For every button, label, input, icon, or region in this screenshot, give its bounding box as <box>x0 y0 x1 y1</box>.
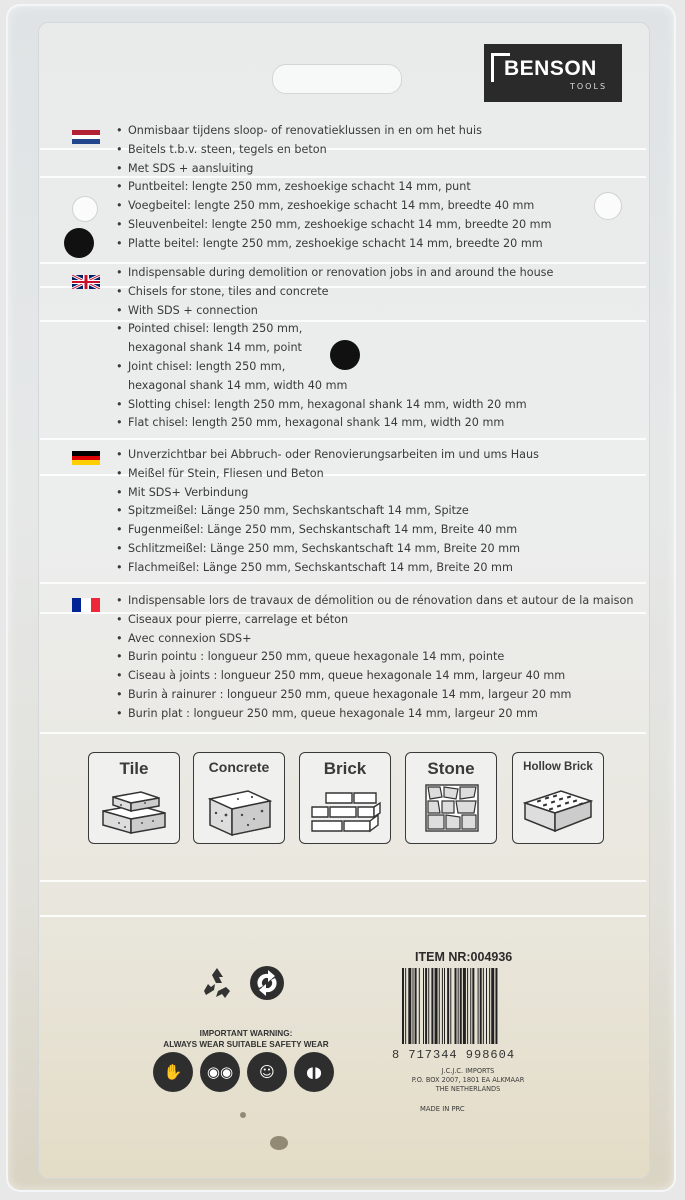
tile-icon <box>97 783 171 837</box>
material-tile <box>88 752 180 844</box>
flag-nl <box>72 130 100 144</box>
hollow-brick-icon <box>521 783 595 837</box>
text-line: • Onmisbaar tijdens sloop- of renovatieklussen in en om het huis <box>116 122 656 141</box>
warning-text: ALWAYS WEAR SUITABLE SAFETY WEAR <box>163 1040 329 1049</box>
brand-name: BENSON <box>504 57 597 80</box>
flag-fr <box>72 598 100 612</box>
text-line: • Sleuvenbeitel: lengte 250 mm, zeshoekige schacht 14 mm, breedte 20 mm <box>116 216 656 235</box>
benson-logo <box>484 44 622 102</box>
flag-uk <box>72 274 100 288</box>
importer-line: THE NETHERLANDS <box>435 1085 501 1093</box>
warning-title: IMPORTANT WARNING: <box>199 1029 293 1038</box>
material-brick <box>299 752 391 844</box>
text-line: • Voegbeitel: lengte 250 mm, zeshoekige schacht 14 mm, breedte 40 mm <box>116 197 656 216</box>
text-line: • Spitzmeißel: Länge 250 mm, Sechskantschaft 14 mm, Spitze <box>116 502 656 521</box>
material-label: Tile <box>119 759 149 778</box>
text-line: hexagonal shank 14 mm, point <box>128 341 302 355</box>
brand-sub: TOOLS <box>570 82 608 91</box>
text-line: • Slotting chisel: length 250 mm, hexagonal shank 14 mm, width 20 mm <box>116 396 656 415</box>
material-label: Stone <box>427 759 475 778</box>
green-dot-icon <box>248 964 286 1002</box>
rivet-left <box>64 228 94 258</box>
stone-icon <box>414 783 488 837</box>
text-line: • Platte beitel: lengte 250 mm, zeshoekige schacht 14 mm, breedte 20 mm <box>116 235 656 254</box>
ear-protection-icon: ◖◗ <box>294 1052 334 1092</box>
goggles-icon: ◉◉ <box>200 1052 240 1092</box>
text-line: • Burin plat : longueur 250 mm, queue hexagonale 14 mm, largeur 20 mm <box>116 705 656 724</box>
stain <box>270 1136 288 1150</box>
brick-icon <box>308 783 382 837</box>
barcode-number: 8 717344 998604 <box>392 1048 516 1062</box>
importer-line: P.O. BOX 2007, 1801 EA ALKMAAR <box>411 1076 525 1084</box>
item-number: ITEM NR:004936 <box>415 950 513 964</box>
text-line: • Met SDS + aansluiting <box>116 160 656 179</box>
section-nl <box>116 122 656 254</box>
blister-hole-left <box>72 196 98 222</box>
material-stone <box>405 752 497 844</box>
material-concrete <box>193 752 285 844</box>
text-line: • Pointed chisel: length 250 mm, <box>116 320 656 339</box>
material-label: Concrete <box>208 759 270 775</box>
importer-address <box>406 1067 530 1094</box>
barcode <box>400 968 532 1044</box>
stain <box>240 1112 246 1118</box>
material-label: Brick <box>323 759 367 778</box>
text-line: • Chisels for stone, tiles and concrete <box>116 283 656 302</box>
text-line: hexagonal shank 14 mm, width 40 mm <box>128 378 348 392</box>
text-line: • Burin à rainurer : longueur 250 mm, queue hexagonale 14 mm, largeur 20 mm <box>116 686 656 705</box>
text-line: • Fugenmeißel: Länge 250 mm, Sechskantschaft 14 mm, Breite 40 mm <box>116 521 656 540</box>
text-line: • Indispensable during demolition or renovation jobs in and around the house <box>116 264 656 283</box>
safety-warning <box>150 1028 342 1050</box>
text-line: • Flat chisel: length 250 mm, hexagonal shank 14 mm, width 20 mm <box>116 414 656 433</box>
material-hollow-brick <box>512 752 604 844</box>
made-in: MADE IN PRC <box>420 1105 465 1113</box>
text-line: • Joint chisel: length 250 mm, <box>116 358 656 377</box>
importer-line: J.C.J.C. IMPORTS <box>441 1067 495 1075</box>
material-label: Hollow Brick <box>523 761 593 773</box>
gloves-icon: ✋ <box>153 1052 193 1092</box>
dust-mask-icon: ☺ <box>247 1052 287 1092</box>
text-line: • With SDS + connection <box>116 302 656 321</box>
text-line: • Schlitzmeißel: Länge 250 mm, Sechskantschaft 14 mm, Breite 20 mm <box>116 540 656 559</box>
concrete-icon <box>202 783 276 837</box>
text-line: • Burin pointu : longueur 250 mm, queue hexagonale 14 mm, pointe <box>116 648 656 667</box>
section-de <box>116 446 656 578</box>
text-line: • Avec connexion SDS+ <box>116 630 656 649</box>
text-line: • Beitels t.b.v. steen, tegels en beton <box>116 141 656 160</box>
text-line: • Flachmeißel: Länge 250 mm, Sechskantschaft 14 mm, Breite 20 mm <box>116 559 656 578</box>
flag-de <box>72 451 100 465</box>
text-line: • Mit SDS+ Verbindung <box>116 484 656 503</box>
text-line: • Ciseau à joints : longueur 250 mm, queue hexagonale 14 mm, largeur 40 mm <box>116 667 656 686</box>
recycle-icon <box>198 964 236 1002</box>
text-line: • Unverzichtbar bei Abbruch- oder Renovierungsarbeiten im und ums Haus <box>116 446 656 465</box>
section-en <box>116 264 656 433</box>
section-fr <box>116 592 656 724</box>
text-line: • Indispensable lors de travaux de démolition ou de rénovation dans et autour de la maison <box>116 592 656 611</box>
text-line: • Ciseaux pour pierre, carrelage et béton <box>116 611 656 630</box>
text-line: • Puntbeitel: lengte 250 mm, zeshoekige schacht 14 mm, punt <box>116 178 656 197</box>
hang-hole <box>272 64 402 94</box>
text-line: • Meißel für Stein, Fliesen und Beton <box>116 465 656 484</box>
